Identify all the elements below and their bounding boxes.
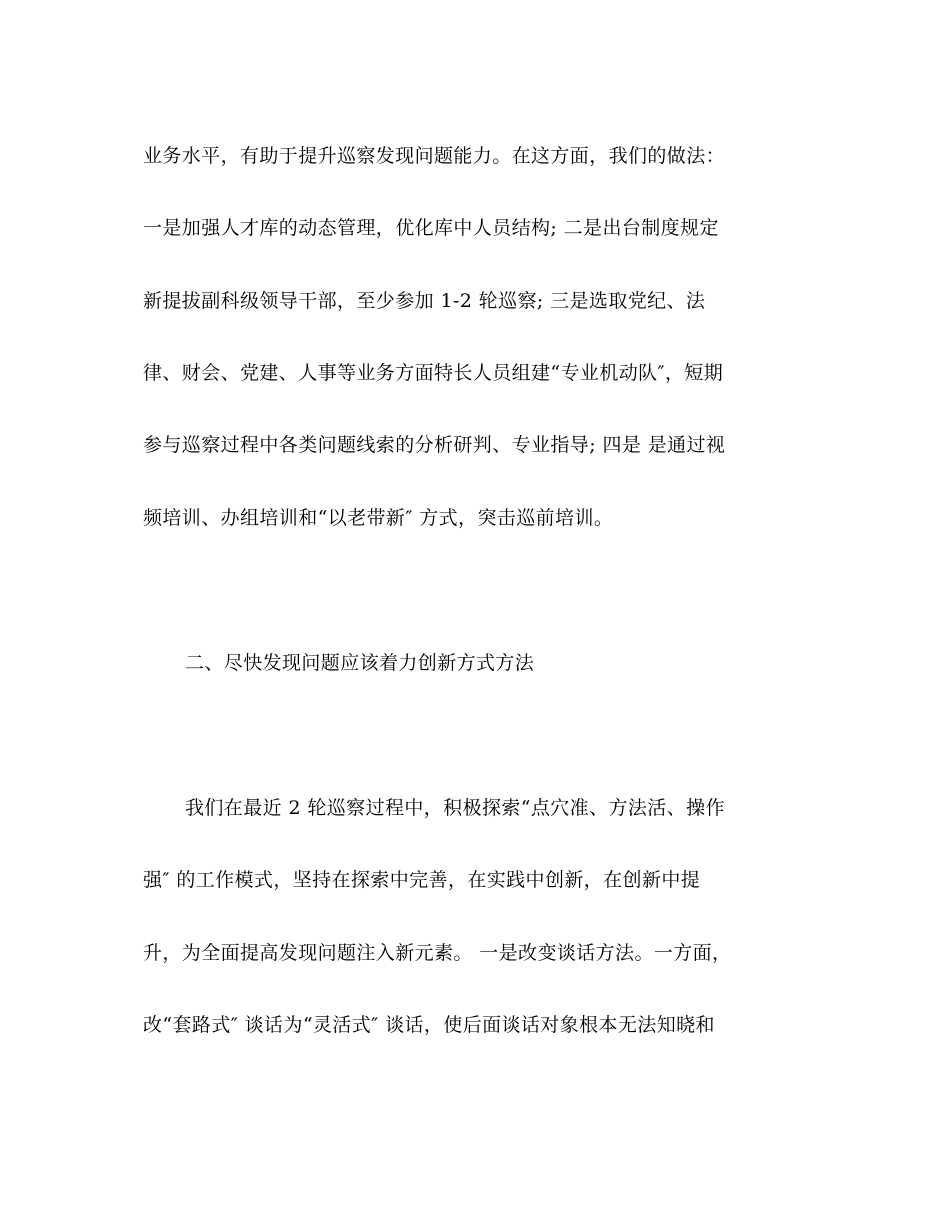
paragraph-1-line-2: 一是加强人才库的动态管理，优化库中人员结构; 二是出台制度规定	[143, 217, 719, 239]
paragraph-1-line-5: 参与巡察过程中各类问题线索的分析研判、专业指导; 四是 是通过视	[143, 434, 726, 456]
paragraph-2-line-2: 强″ 的工作模式，坚持在探索中完善，在实践中创新，在创新中提	[143, 869, 701, 891]
paragraph-1-line-4: 律、财会、党建、人事等业务方面特长人员组建“专业机动队″，短期	[143, 362, 724, 384]
paragraph-2-line-3: 升，为全面提高发现问题注入新元素。 一是改变谈话方法。一方面，	[143, 942, 732, 964]
paragraph-1-line-1: 业务水平，有助于提升巡察发现问题能力。在这方面，我们的做法：	[143, 145, 726, 167]
paragraph-2-line-4: 改“套路式″ 谈话为“灵活式″ 谈话，使后面谈话对象根本无法知晓和	[143, 1014, 715, 1036]
paragraph-1-line-3: 新提拔副科级领导干部，至少参加 1-2 轮巡察; 三是选取党纪、法	[143, 290, 706, 312]
paragraph-1-line-6: 频培训、办组培训和“以老带新″ 方式，突击巡前培训。	[143, 507, 614, 529]
section-heading: 二、尽快发现问题应该着力创新方式方法	[185, 652, 535, 674]
paragraph-2-line-1: 我们在最近 2 轮巡察过程中，积极探索“点穴准、方法活、操作	[185, 797, 725, 819]
